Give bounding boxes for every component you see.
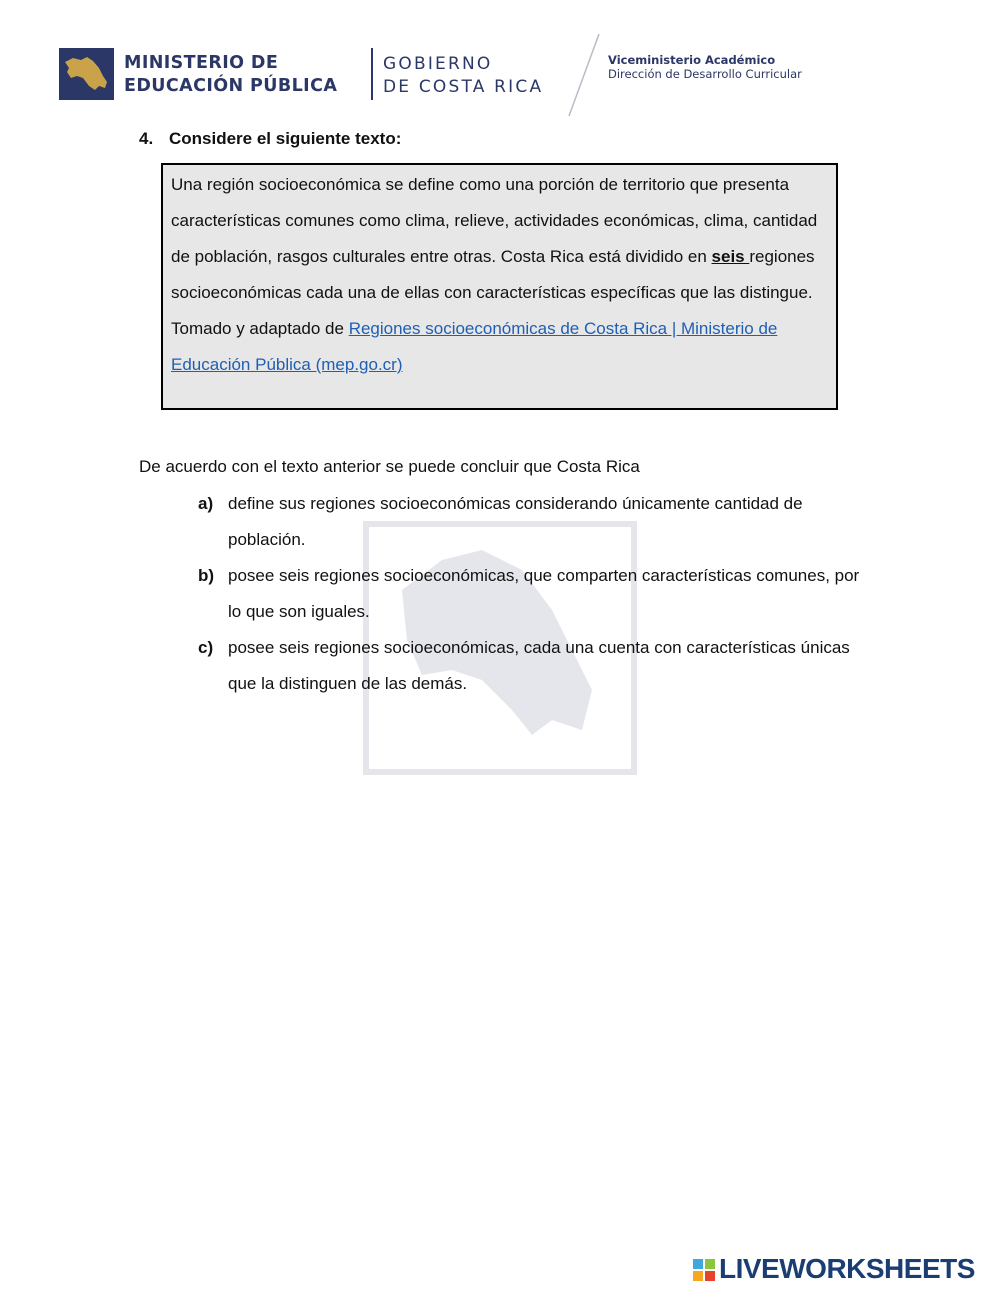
liveworksheets-text: LIVEWORKSHEETS	[719, 1253, 975, 1284]
source-link[interactable]: Regiones socioeconómicas de Costa Rica | Ministerio de Educación Pública (mep.go.cr)	[171, 319, 778, 374]
costa-rica-map-icon	[59, 48, 114, 100]
reading-text-box	[161, 163, 838, 410]
reading-paragraph	[171, 167, 830, 311]
answer-options	[196, 486, 876, 702]
reading-text-part1: Una región socioeconómica se define como una porción de territorio que presenta características comunes como clima, relieve, actividades económicas, clima, cantidad de población, rasgos culturales entre otras. Costa Rica está dividido en	[171, 175, 818, 266]
gov-line1: GOBIERNO	[383, 54, 493, 74]
option-text: define sus regiones socioeconómicas considerando únicamente cantidad de población.	[228, 494, 803, 549]
source-citation	[171, 311, 830, 383]
option-letter: a)	[198, 494, 214, 513]
header-slash	[565, 32, 605, 118]
question-number: 4.	[139, 129, 154, 148]
header-divider	[371, 48, 373, 100]
option-text: posee seis regiones socioeconómicas, cada una cuenta con características únicas que la distinguen de las demás.	[228, 638, 850, 693]
vice-ministry-subtitle: Dirección de Desarrollo Curricular	[608, 67, 802, 81]
vice-ministry-title: Viceministerio Académico	[608, 53, 776, 67]
gov-line2: DE COSTA RICA	[383, 77, 544, 97]
reading-text-part2: regiones socioeconómicas cada una de ellas con características específicas que las distingue.	[171, 247, 815, 302]
mep-logo	[59, 48, 114, 100]
ministry-line1: MINISTERIO DE	[124, 53, 279, 73]
ministry-line2: EDUCACIÓN PÚBLICA	[124, 76, 338, 96]
option-text: posee seis regiones socioeconómicas, que comparten características comunes, por lo que son iguales.	[228, 566, 860, 621]
source-prefix: Tomado y adaptado de	[171, 319, 349, 338]
question-heading-text: Considere el siguiente texto:	[169, 129, 402, 148]
live-squares-icon	[693, 1259, 715, 1281]
reading-emphasis: seis	[711, 247, 750, 266]
question-intro: De acuerdo con el texto anterior se puede concluir que Costa Rica	[139, 457, 640, 476]
question-heading	[139, 129, 401, 149]
option-letter: c)	[198, 638, 214, 657]
government-name	[383, 53, 543, 99]
option-c[interactable]	[196, 630, 876, 702]
option-a[interactable]	[196, 486, 876, 558]
ministry-name	[124, 52, 337, 98]
liveworksheets-logo	[693, 1254, 993, 1284]
page-header	[0, 0, 1000, 125]
option-letter: b)	[198, 566, 215, 585]
option-b[interactable]	[196, 558, 876, 630]
